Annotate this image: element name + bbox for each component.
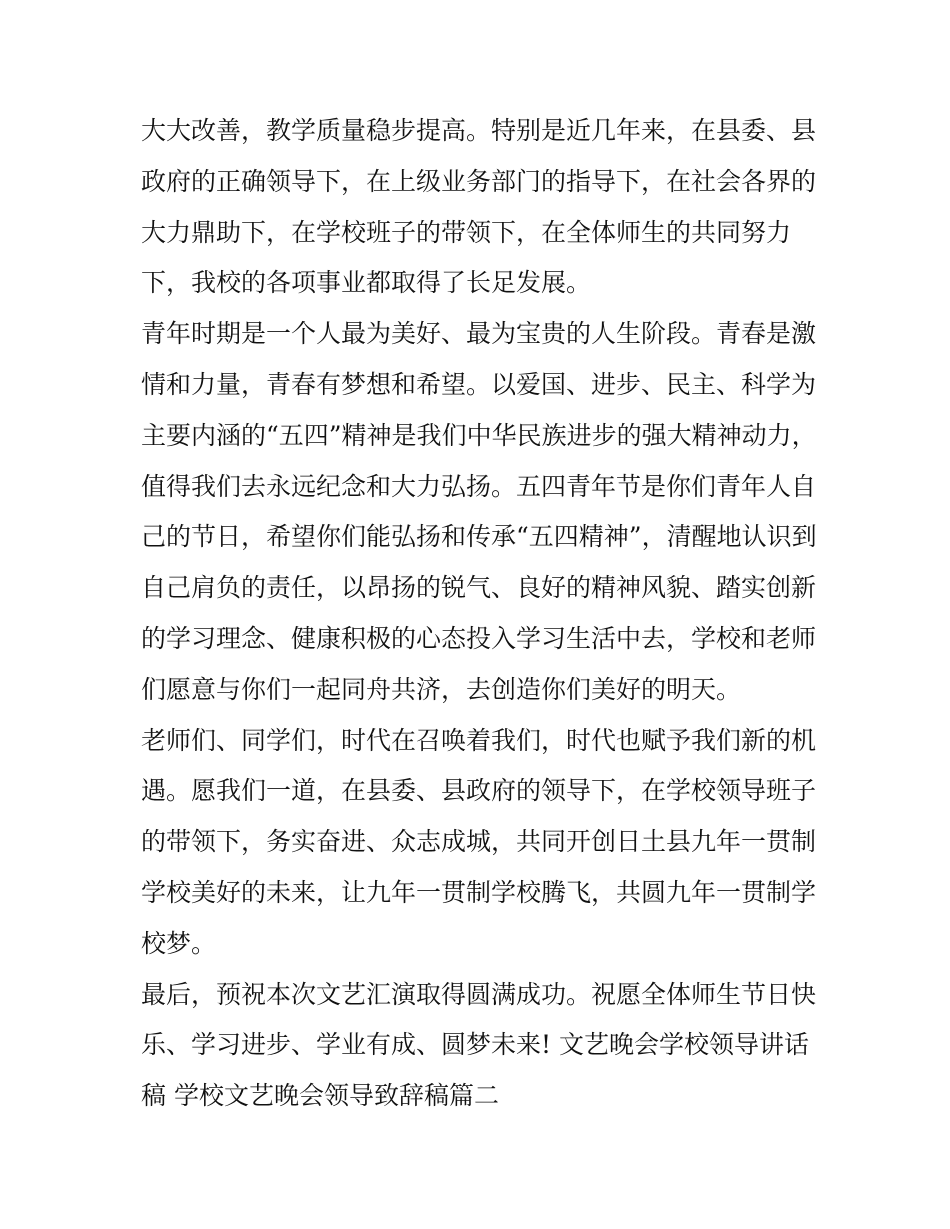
text-line: 校梦。: [141, 928, 217, 958]
text-line: 情和力量，青春有梦想和希望。以爱国、进步、民主、科学为: [141, 369, 817, 399]
text-line: 自己肩负的责任，以昂扬的锐气、良好的精神风貌、踏实创新: [141, 573, 817, 603]
text-line: 大力鼎助下，在学校班子的带领下，在全体师生的共同努力: [141, 217, 792, 247]
text-line: 青年时期是一个人最为美好、最为宝贵的人生阶段。青春是激: [141, 319, 817, 349]
text-line: 老师们、同学们，时代在召唤着我们，时代也赋予我们新的机: [141, 725, 817, 755]
text-line: 己的节日，希望你们能弘扬和传承“五四精神”，清醒地认识到: [141, 522, 817, 552]
text-line: 下，我校的各项事业都取得了长足发展。: [141, 268, 592, 298]
text-line: 遇。愿我们一道，在县委、县政府的领导下，在学校领导班子: [141, 776, 817, 806]
body-text: [141, 106, 821, 1122]
text-line: 值得我们去永远纪念和大力弘扬。五四青年节是你们青年人自: [141, 471, 817, 501]
text-line: 乐、学习进步、学业有成、圆梦未来! 文艺晚会学校领导讲话: [141, 1030, 809, 1060]
text-line: 大大改善，教学质量稳步提高。特别是近几年来，在县委、县: [141, 116, 817, 145]
text-line: 最后，预祝本次文艺汇演取得圆满成功。祝愿全体师生节日快: [141, 979, 817, 1009]
text-line: 政府的正确领导下，在上级业务部门的指导下，在社会各界的: [141, 166, 817, 196]
text-line: 的带领下，务实奋进、众志成城，共同开创日土县九年一贯制: [141, 827, 817, 857]
text-line: 主要内涵的“五四”精神是我们中华民族进步的强大精神动力，: [141, 420, 817, 450]
text-line: 学校美好的未来，让九年一贯制学校腾飞，共圆九年一贯制学: [141, 877, 817, 907]
text-line: 稿 学校文艺晚会领导致辞稿篇二: [141, 1081, 499, 1111]
text-line: 的学习理念、健康积极的心态投入学习生活中去，学校和老师: [141, 623, 817, 653]
text-line: 们愿意与你们一起同舟共济，去创造你们美好的明天。: [141, 674, 742, 704]
